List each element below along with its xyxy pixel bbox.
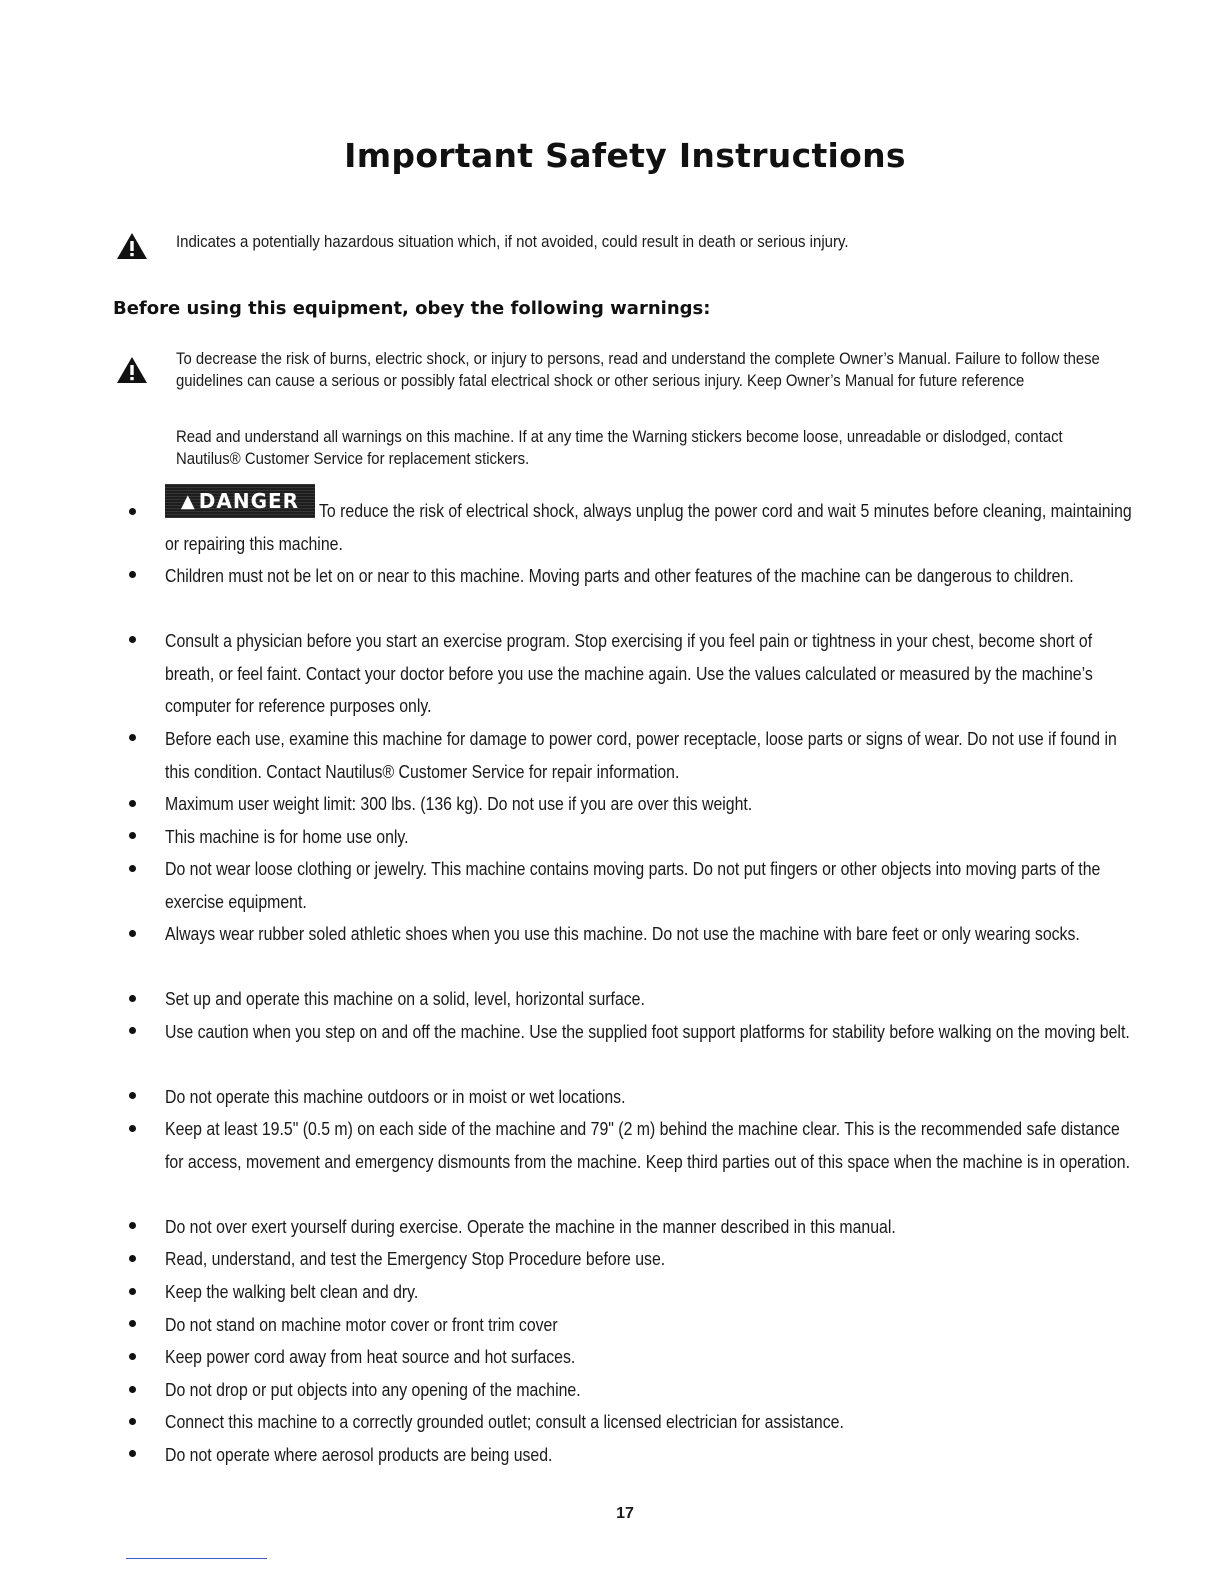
bullet-icon xyxy=(129,995,136,1002)
hazard-definition: Indicates a potentially hazardous situation which, if not avoided, could result in death or serious injury. xyxy=(176,232,849,251)
bullet-icon xyxy=(129,930,136,937)
bullet-icon xyxy=(129,1027,136,1034)
bullet-icon xyxy=(129,1386,136,1393)
bullet-icon xyxy=(129,734,136,741)
section-heading: Before using this equipment, obey the following warnings: xyxy=(113,298,711,319)
list-item-text: Use caution when you step on and off the machine. Use the supplied foot support platforms for stability before walking on the moving belt. xyxy=(165,1022,1130,1042)
list-item-text: Before each use, examine this machine for damage to power cord, power receptacle, loose parts or signs of wear. Do not use if found in this condition. Contact Nautilus® Customer Service for repair information. xyxy=(165,729,1117,782)
bullet-icon xyxy=(129,832,136,839)
bullet-icon xyxy=(129,865,136,872)
bullet-icon xyxy=(129,1222,136,1229)
list-item-text: Do not operate where aerosol products are being used. xyxy=(165,1445,553,1465)
warning-triangle-icon: ▲ xyxy=(180,490,196,512)
list-item-text: Do not over exert yourself during exercise. Operate the machine in the manner described in this manual. xyxy=(165,1217,896,1237)
bullet-icon xyxy=(129,508,136,515)
bullet-icon xyxy=(129,636,136,643)
list-item-text: Maximum user weight limit: 300 lbs. (136 kg). Do not use if you are over this weight. xyxy=(165,794,753,814)
warning-triangle-icon xyxy=(116,356,148,384)
list-item-text: Keep the walking belt clean and dry. xyxy=(165,1282,419,1302)
warning-paragraph: To decrease the risk of burns, electric shock, or injury to persons, read and understand the complete Owner’s Manual. Failure to follow these guidelines can cause a serious or possibly fatal electrical shock or other serious injury. Keep Owner’s Manual for future reference xyxy=(176,349,1100,390)
bullet-icon xyxy=(129,1125,136,1132)
bullet-icon xyxy=(129,1255,136,1262)
page-number: 17 xyxy=(616,1505,634,1522)
list-item-text: Do not wear loose clothing or jewelry. This machine contains moving parts. Do not put fingers or other objects into moving parts of the exercise equipment. xyxy=(165,859,1101,912)
bullet-icon xyxy=(129,1288,136,1295)
warning-triangle-icon xyxy=(116,232,148,260)
bullet-icon xyxy=(129,1320,136,1327)
list-item-text: Always wear rubber soled athletic shoes when you use this machine. Do not use the machine with bare feet or only wearing socks. xyxy=(165,924,1080,944)
list-item-text: Keep power cord away from heat source and hot surfaces. xyxy=(165,1347,576,1367)
list-item-text: Connect this machine to a correctly grounded outlet; consult a licensed electrician for assistance. xyxy=(165,1412,844,1432)
bullet-icon xyxy=(129,1450,136,1457)
list-item-text: To reduce the risk of electrical shock, always unplug the power cord and wait 5 minutes before cleaning, maintaining or repairing this machine. xyxy=(165,501,1132,554)
list-item-text: Do not stand on machine motor cover or front trim cover xyxy=(165,1315,558,1335)
list-item-text: Keep at least 19.5" (0.5 m) on each side of the machine and 79" (2 m) behind the machine clear. This is the recommended safe distance for access, movement and emergency dismounts from the machine. Keep third parties out of this space when the machine is in operation. xyxy=(165,1119,1130,1172)
footer-divider xyxy=(126,1558,267,1559)
bullet-icon xyxy=(129,1092,136,1099)
bullet-icon xyxy=(129,800,136,807)
bullet-icon xyxy=(129,571,136,578)
list-item-text: This machine is for home use only. xyxy=(165,827,409,847)
danger-label-text: DANGER xyxy=(198,489,300,513)
list-item-text: Do not drop or put objects into any opening of the machine. xyxy=(165,1380,581,1400)
list-item-text: Consult a physician before you start an exercise program. Stop exercising if you feel pain or tightness in your chest, become short of breath, or feel faint. Contact your doctor before you use the machine again. Use the values calculated or measured by the machine’s computer for reference purposes only. xyxy=(165,631,1093,717)
warning-paragraph: Read and understand all warnings on this machine. If at any time the Warning stickers become loose, unreadable or dislodged, contact Nautilus® Customer Service for replacement stickers. xyxy=(176,427,1063,468)
list-item-text: Read, understand, and test the Emergency Stop Procedure before use. xyxy=(165,1249,666,1269)
bullet-icon xyxy=(129,1418,136,1425)
page-title: Important Safety Instructions xyxy=(344,136,906,175)
list-item-text: Set up and operate this machine on a solid, level, horizontal surface. xyxy=(165,989,645,1009)
list-item-text: Do not operate this machine outdoors or in moist or wet locations. xyxy=(165,1087,626,1107)
bullet-icon xyxy=(129,1353,136,1360)
list-item-text: Children must not be let on or near to this machine. Moving parts and other features of the machine can be dangerous to children. xyxy=(165,566,1074,586)
